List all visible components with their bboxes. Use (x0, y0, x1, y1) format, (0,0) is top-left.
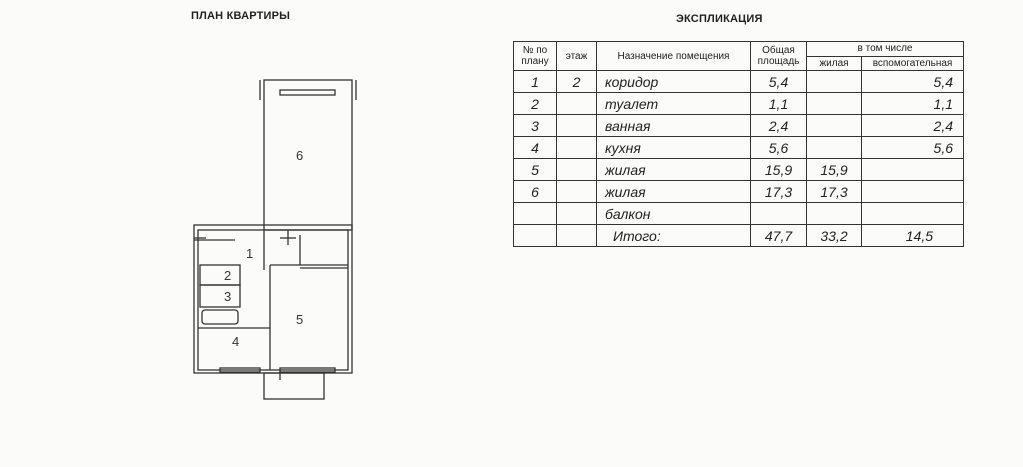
cell-aux (862, 203, 964, 225)
cell-floor: 2 (557, 71, 597, 93)
cell-total: 2,4 (751, 115, 807, 137)
header-purpose: Назначение помещения (597, 42, 751, 71)
cell-aux (862, 181, 964, 203)
cell-total: 1,1 (751, 93, 807, 115)
table-total-row (514, 225, 964, 247)
cell-total (751, 203, 807, 225)
cell-num: 1 (514, 71, 557, 93)
header-aux: вспомогательная (862, 56, 964, 71)
header-total: Общая площадь (751, 42, 807, 71)
cell-aux (862, 159, 964, 181)
cell-living-sum: 33,2 (807, 225, 862, 247)
cell-purpose: балкон (597, 203, 751, 225)
table-row (514, 203, 964, 225)
cell-empty (557, 225, 597, 247)
cell-total-sum: 47,7 (751, 225, 807, 247)
wc-box (200, 265, 240, 285)
plan-title: ПЛАН КВАРТИРЫ (191, 10, 291, 22)
cell-aux: 5,4 (862, 71, 964, 93)
wall-inner (198, 230, 348, 370)
cell-aux: 2,4 (862, 115, 964, 137)
header-num: № по плану (514, 42, 557, 71)
cell-num: 2 (514, 93, 557, 115)
wall-lower-block (194, 225, 352, 373)
window (280, 90, 335, 95)
cell-purpose: коридор (597, 71, 751, 93)
cell-purpose: кухня (597, 137, 751, 159)
bathtub (202, 310, 238, 324)
cell-num: 5 (514, 159, 557, 181)
cell-aux-sum: 14,5 (862, 225, 964, 247)
cell-living (807, 115, 862, 137)
explication-table (513, 41, 964, 247)
room-label-5: 5 (296, 312, 304, 327)
table-row (514, 137, 964, 159)
cell-living: 15,9 (807, 159, 862, 181)
explication-title: ЭКСПЛИКАЦИЯ (676, 13, 763, 25)
table-row (514, 93, 964, 115)
room-label-3: 3 (224, 289, 232, 304)
cell-aux: 5,6 (862, 137, 964, 159)
cell-purpose: туалет (597, 93, 751, 115)
cell-total-label: Итого: (597, 225, 751, 247)
cell-aux: 1,1 (862, 93, 964, 115)
balcony (264, 373, 324, 399)
cell-living (807, 71, 862, 93)
cell-floor (557, 115, 597, 137)
cell-floor (557, 203, 597, 225)
room-label-1: 1 (246, 246, 254, 261)
cell-floor (557, 181, 597, 203)
cell-empty (514, 225, 557, 247)
cell-num: 3 (514, 115, 557, 137)
cell-living (807, 93, 862, 115)
cell-floor (557, 137, 597, 159)
cell-num: 6 (514, 181, 557, 203)
header-living: жилая (807, 56, 862, 71)
floor-plan (180, 70, 380, 415)
cell-purpose: жилая (597, 181, 751, 203)
table-row (514, 115, 964, 137)
cell-living (807, 203, 862, 225)
cell-floor (557, 93, 597, 115)
table-row (514, 159, 964, 181)
cell-total: 15,9 (751, 159, 807, 181)
cell-floor (557, 159, 597, 181)
table-row (514, 71, 964, 93)
header-group: в том числе (807, 42, 964, 57)
cell-living (807, 137, 862, 159)
wall-room-6 (264, 80, 352, 230)
room-label-4: 4 (232, 334, 240, 349)
header-floor: этаж (557, 42, 597, 71)
cell-total: 5,4 (751, 71, 807, 93)
room-label-6: 6 (296, 148, 304, 163)
cell-living: 17,3 (807, 181, 862, 203)
table-row (514, 181, 964, 203)
bath-box (200, 285, 240, 307)
cell-purpose: ванная (597, 115, 751, 137)
cell-total: 17,3 (751, 181, 807, 203)
cell-num: 4 (514, 137, 557, 159)
cell-purpose: жилая (597, 159, 751, 181)
cell-num (514, 203, 557, 225)
room-label-2: 2 (224, 268, 232, 283)
cell-total: 5,6 (751, 137, 807, 159)
